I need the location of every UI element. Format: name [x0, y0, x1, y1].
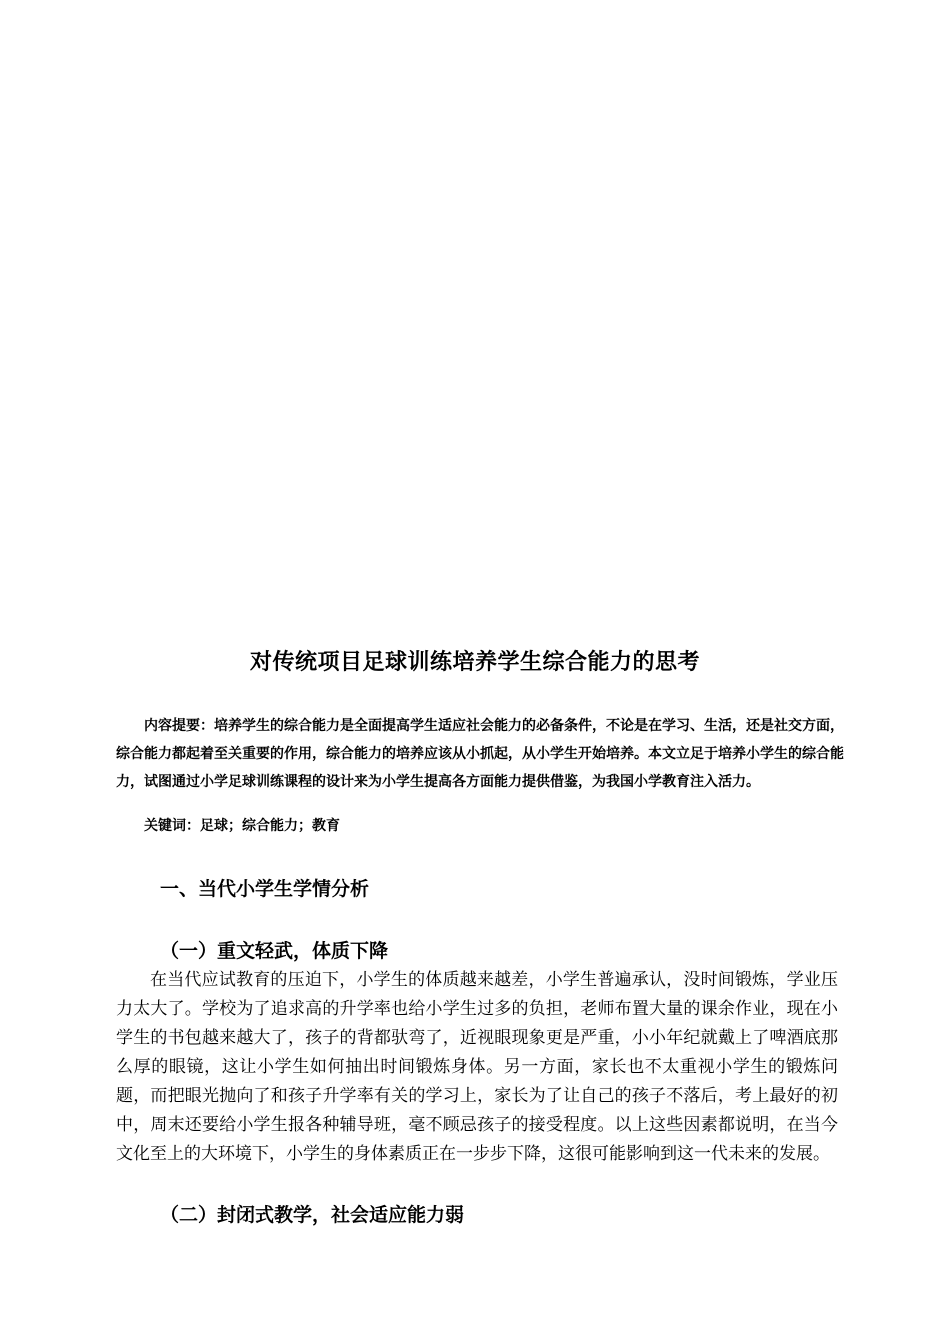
- section-heading-1: 一、当代小学生学情分析: [160, 878, 370, 900]
- abstract-text: 培养学生的综合能力是全面提高学生适应社会能力的必备条件，不论是在学习、生活，还是社交方面，综合能力都起着至关重要的作用，综合能力的培养应该从小抓起，从小学生开始培养。本文立足于培养小学生的综合能力，试图通过小学足球训练课程的设计来为小学生提高各方面能力提供借鉴，为我国小学教育注入活力。: [116, 718, 844, 790]
- keywords-label: 关键词：: [144, 818, 200, 834]
- document-title: 对传统项目足球训练培养学生综合能力的思考: [249, 650, 700, 675]
- keywords-line: [116, 812, 844, 840]
- subsection-heading-1: （一）重文轻武，体质下降: [160, 940, 389, 962]
- subsection-heading-2: （二）封闭式教学，社会适应能力弱: [160, 1204, 465, 1226]
- abstract-paragraph: [116, 712, 844, 796]
- abstract-label: 内容提要：: [144, 718, 214, 734]
- keywords-text: 足球；综合能力；教育: [200, 818, 340, 834]
- subsection-1-body: 在当代应试教育的压迫下，小学生的体质越来越差，小学生普遍承认，没时间锻炼，学业压力太大了。学校为了追求高的升学率也给小学生过多的负担，老师布置大量的课余作业，现在小学生的书包越来越大了，孩子的背都驮弯了，近视眼现象更是严重，小小年纪就戴上了啤酒底那么厚的眼镜，这让小学生如何抽出时间锻炼身体。另一方面，家长也不太重视小学生的锻炼问题，而把眼光抛向了和孩子升学率有关的学习上，家长为了让自己的孩子不落后，考上最好的初中，周末还要给小学生报各种辅导班，毫不顾忌孩子的接受程度。以上这些因素都说明，在当今文化至上的大环境下，小学生的身体素质正在一步步下降，这很可能影响到这一代未来的发展。: [116, 970, 838, 1164]
